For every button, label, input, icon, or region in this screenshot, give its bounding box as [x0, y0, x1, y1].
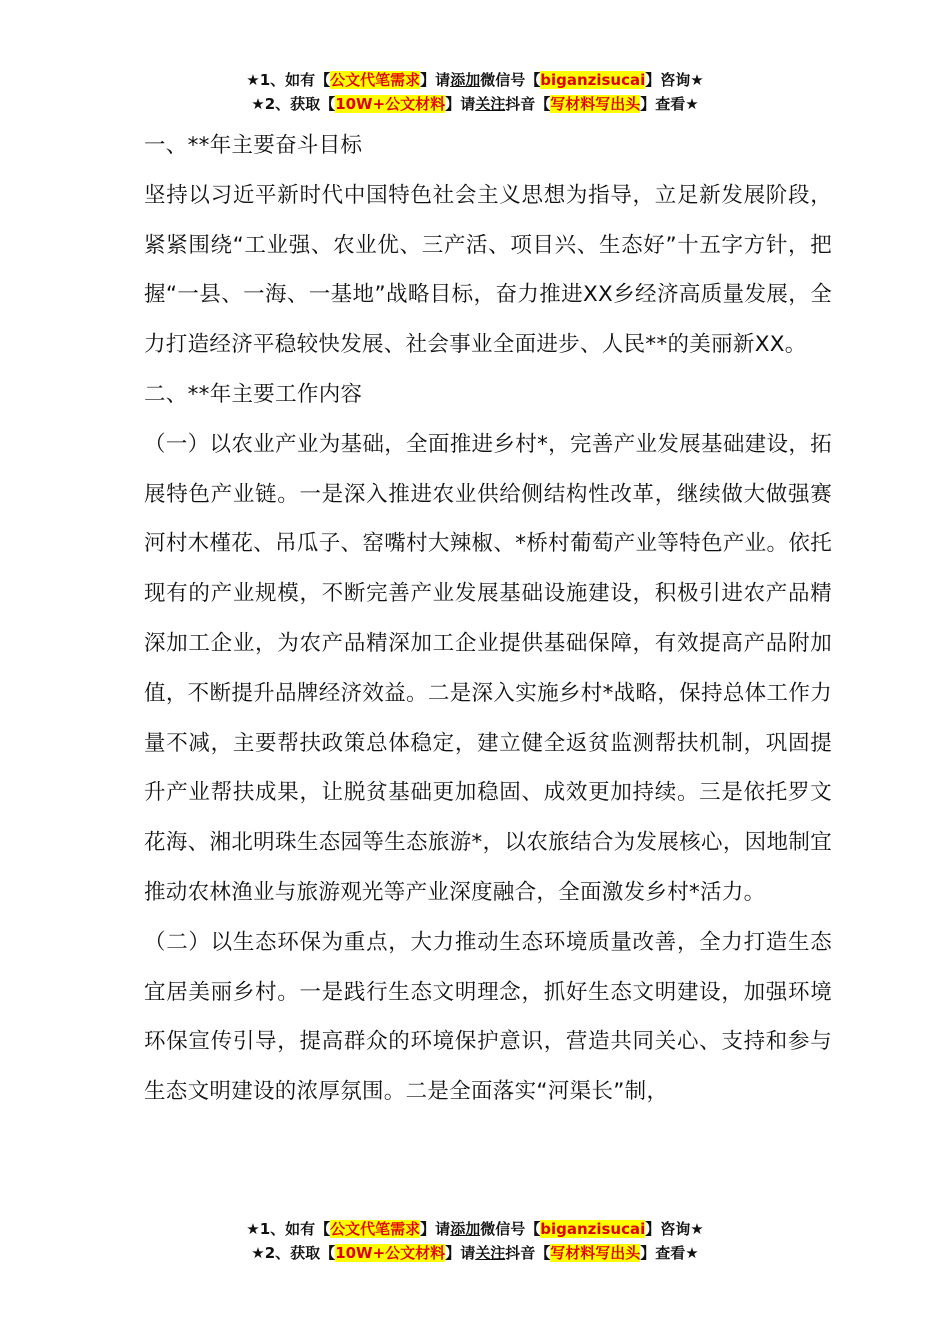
- banner-text: 】请: [420, 71, 451, 89]
- paragraph-3: （二）以生态环保为重点，大力推动生态环境质量改善，全力打造生态宜居美丽乡村。一是践行生态文明理念，抓好生态文明建设，加强环境环保宣传引导，提高群众的环境保护意识，营造共同关心、支持和参与生态文明建设的浓厚氛围。二是全面落实“河渠长”制，: [144, 929, 832, 1105]
- banner-line-2: [0, 1241, 950, 1265]
- banner-text: ★1、如有【: [246, 1220, 331, 1238]
- banner-line-1: [0, 68, 950, 92]
- banner-highlight: 写材料写出头: [550, 95, 641, 113]
- banner-highlight: biganzisucai: [540, 71, 646, 89]
- top-banner: [0, 68, 950, 116]
- banner-text: 】咨询★: [645, 71, 704, 89]
- banner-underline: 关注: [475, 95, 506, 113]
- banner-highlight: 10W+公文材料: [335, 1244, 446, 1262]
- document-body: [144, 121, 832, 1117]
- banner-highlight: 10W+公文材料: [335, 95, 446, 113]
- banner-underline: 添加: [450, 71, 481, 89]
- banner-highlight: 公文代笔需求: [330, 1220, 421, 1238]
- banner-text: 】查看★: [640, 1244, 699, 1262]
- banner-text: ★2、获取【: [251, 1244, 336, 1262]
- banner-line-1: [0, 1217, 950, 1241]
- banner-text: ★2、获取【: [251, 95, 336, 113]
- banner-highlight: 写材料写出头: [550, 1244, 641, 1262]
- banner-text: 微信号【: [480, 1220, 541, 1238]
- banner-text: 微信号【: [480, 71, 541, 89]
- banner-underline: 关注: [475, 1244, 506, 1262]
- banner-highlight: 公文代笔需求: [330, 71, 421, 89]
- paragraph-1: 坚持以习近平新时代中国特色社会主义思想为指导，立足新发展阶段，紧紧围绕“工业强、农业优、三产活、项目兴、生态好”十五字方针，把握“一县、一海、一基地”战略目标，奋力推进XX乡经济高质量发展，全力打造经济平稳较快发展、社会事业全面进步、人民**的美丽新XX。: [144, 182, 832, 358]
- banner-underline: 添加: [450, 1220, 481, 1238]
- banner-highlight: biganzisucai: [540, 1220, 646, 1238]
- banner-text: ★1、如有【: [246, 71, 331, 89]
- banner-text: 】查看★: [640, 95, 699, 113]
- banner-text: 】请: [445, 1244, 476, 1262]
- section-heading-2: 二、**年主要工作内容: [144, 381, 363, 407]
- banner-text: 】咨询★: [645, 1220, 704, 1238]
- paragraph-2: （一）以农业产业为基础，全面推进乡村*，完善产业发展基础建设，拓展特色产业链。一是深入推进农业供给侧结构性改革，继续做大做强赛河村木槿花、吊瓜子、窑嘴村大辣椒、*桥村葡萄产业等特色产业。依托现有的产业规模，不断完善产业发展基础设施建设，积极引进农产品精深加工企业，为农产品精深加工企业提供基础保障，有效提高产品附加值，不断提升品牌经济效益。二是深入实施乡村*战略，保持总体工作力量不减，主要帮扶政策总体稳定，建立健全返贫监测帮扶机制，巩固提升产业帮扶成果，让脱贫基础更加稳固、成效更加持续。三是依托罗文花海、湘北明珠生态园等生态旅游*，以农旅结合为发展核心，因地制宜推动农林渔业与旅游观光等产业深度融合，全面激发乡村*活力。: [144, 431, 832, 905]
- banner-text: 】请: [445, 95, 476, 113]
- banner-text: 】请: [420, 1220, 451, 1238]
- banner-line-2: [0, 92, 950, 116]
- section-heading-1: 一、**年主要奋斗目标: [144, 133, 363, 158]
- bottom-banner: [0, 1217, 950, 1265]
- banner-text: 抖音【: [505, 95, 551, 113]
- banner-text: 抖音【: [505, 1244, 551, 1262]
